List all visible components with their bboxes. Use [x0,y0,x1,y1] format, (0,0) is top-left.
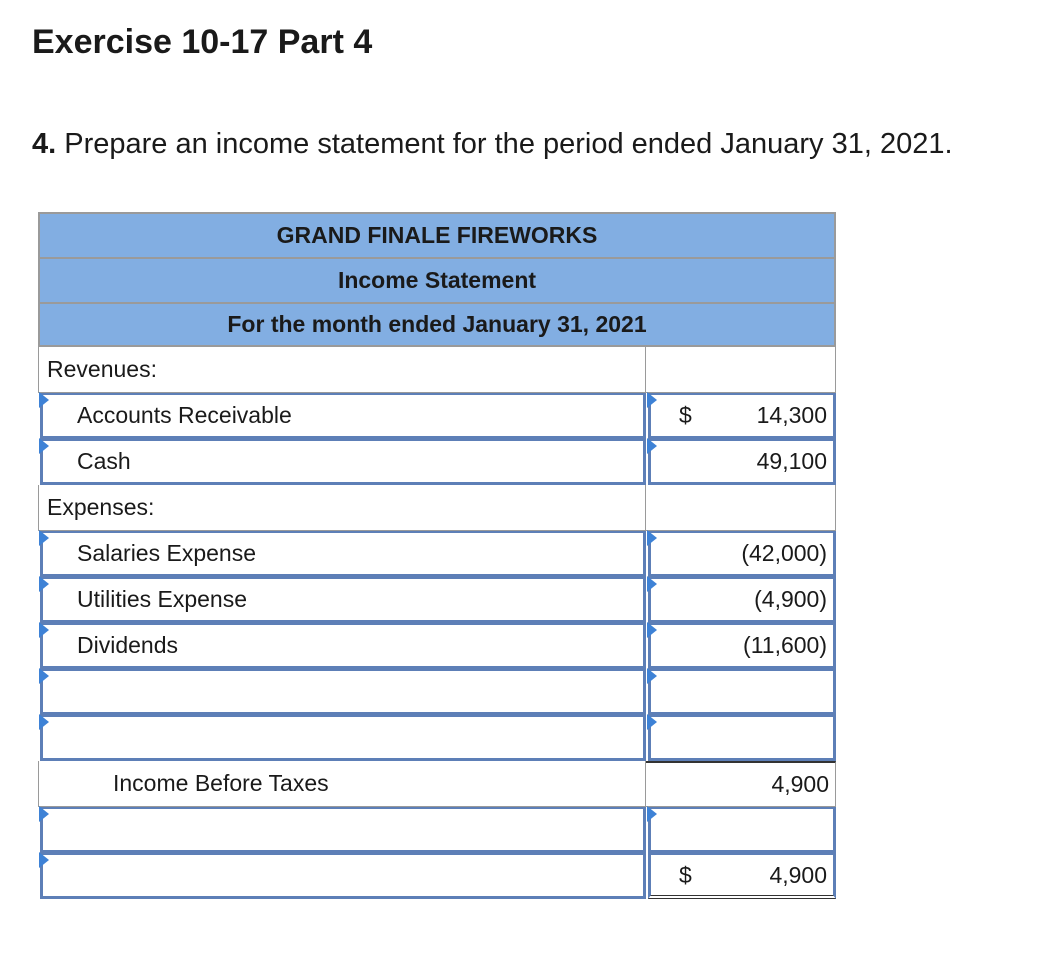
dropdown-marker-icon [39,714,49,730]
expenses-heading-row [38,485,836,531]
statement-name-header: Income Statement [38,257,836,302]
tax-amount-input[interactable] [648,807,836,853]
question-text: Prepare an income statement for the period ended January 31, 2021. [56,128,953,160]
statement-period-header: For the month ended January 31, 2021 [38,302,836,347]
expense-3-account-select[interactable]: Dividends [40,623,646,669]
company-name-header: GRAND FINALE FIREWORKS [38,212,836,257]
expense-row-2 [38,577,836,623]
revenue-2-amount-input[interactable]: 49,100 [648,439,836,485]
revenue-row-1 [38,393,836,439]
expense-1-account-select[interactable]: Salaries Expense [40,531,646,577]
income-before-taxes-row [38,761,836,807]
dropdown-marker-icon [647,438,657,454]
net-income-amount: $ 4,900 [648,853,836,899]
dropdown-marker-icon [647,392,657,408]
income-before-taxes-amount: 4,900 [646,761,836,807]
dropdown-marker-icon [647,576,657,592]
revenue-row-2 [38,439,836,485]
net-income-row [38,853,836,899]
dollar-sign: $ [679,402,692,428]
expense-row-5 [38,715,836,761]
revenue-1-amount-input[interactable]: $ 14,300 [648,393,836,439]
revenue-1-account-select[interactable]: Accounts Receivable [40,393,646,439]
expense-1-amount-input[interactable]: (42,000) [648,531,836,577]
expense-4-amount-input[interactable] [648,669,836,715]
revenue-2-account-select[interactable]: Cash [40,439,646,485]
expense-3-amount-input[interactable]: (11,600) [648,623,836,669]
net-income-account-select[interactable] [40,853,646,899]
revenues-heading-row [38,347,836,393]
question-number: 4. [32,128,57,160]
revenues-heading: Revenues: [38,347,646,393]
revenues-heading-amount-cell [646,347,836,393]
dropdown-marker-icon [39,530,49,546]
dropdown-marker-icon [39,852,49,868]
dropdown-marker-icon [39,438,49,454]
expense-2-account-select[interactable]: Utilities Expense [40,577,646,623]
dropdown-marker-icon [39,622,49,638]
dropdown-marker-icon [39,668,49,684]
expenses-heading-amount-cell [646,485,836,531]
exercise-title: Exercise 10-17 Part 4 [32,23,373,61]
dropdown-marker-icon [647,806,657,822]
income-statement-worksheet [38,212,836,899]
dropdown-marker-icon [647,530,657,546]
dollar-sign: $ [679,861,692,888]
expenses-heading: Expenses: [38,485,646,531]
dropdown-marker-icon [39,576,49,592]
expense-row-3 [38,623,836,669]
dropdown-marker-icon [647,714,657,730]
expense-row-1 [38,531,836,577]
expense-row-4 [38,669,836,715]
question-prompt [32,125,953,163]
dropdown-marker-icon [647,622,657,638]
expense-5-account-select[interactable] [40,715,646,761]
dropdown-marker-icon [647,668,657,684]
expense-2-amount-input[interactable]: (4,900) [648,577,836,623]
income-before-taxes-label: Income Before Taxes [38,761,646,807]
dropdown-marker-icon [39,392,49,408]
expense-4-account-select[interactable] [40,669,646,715]
expense-5-amount-input[interactable] [648,715,836,761]
tax-account-select[interactable] [40,807,646,853]
dropdown-marker-icon [39,806,49,822]
tax-row [38,807,836,853]
